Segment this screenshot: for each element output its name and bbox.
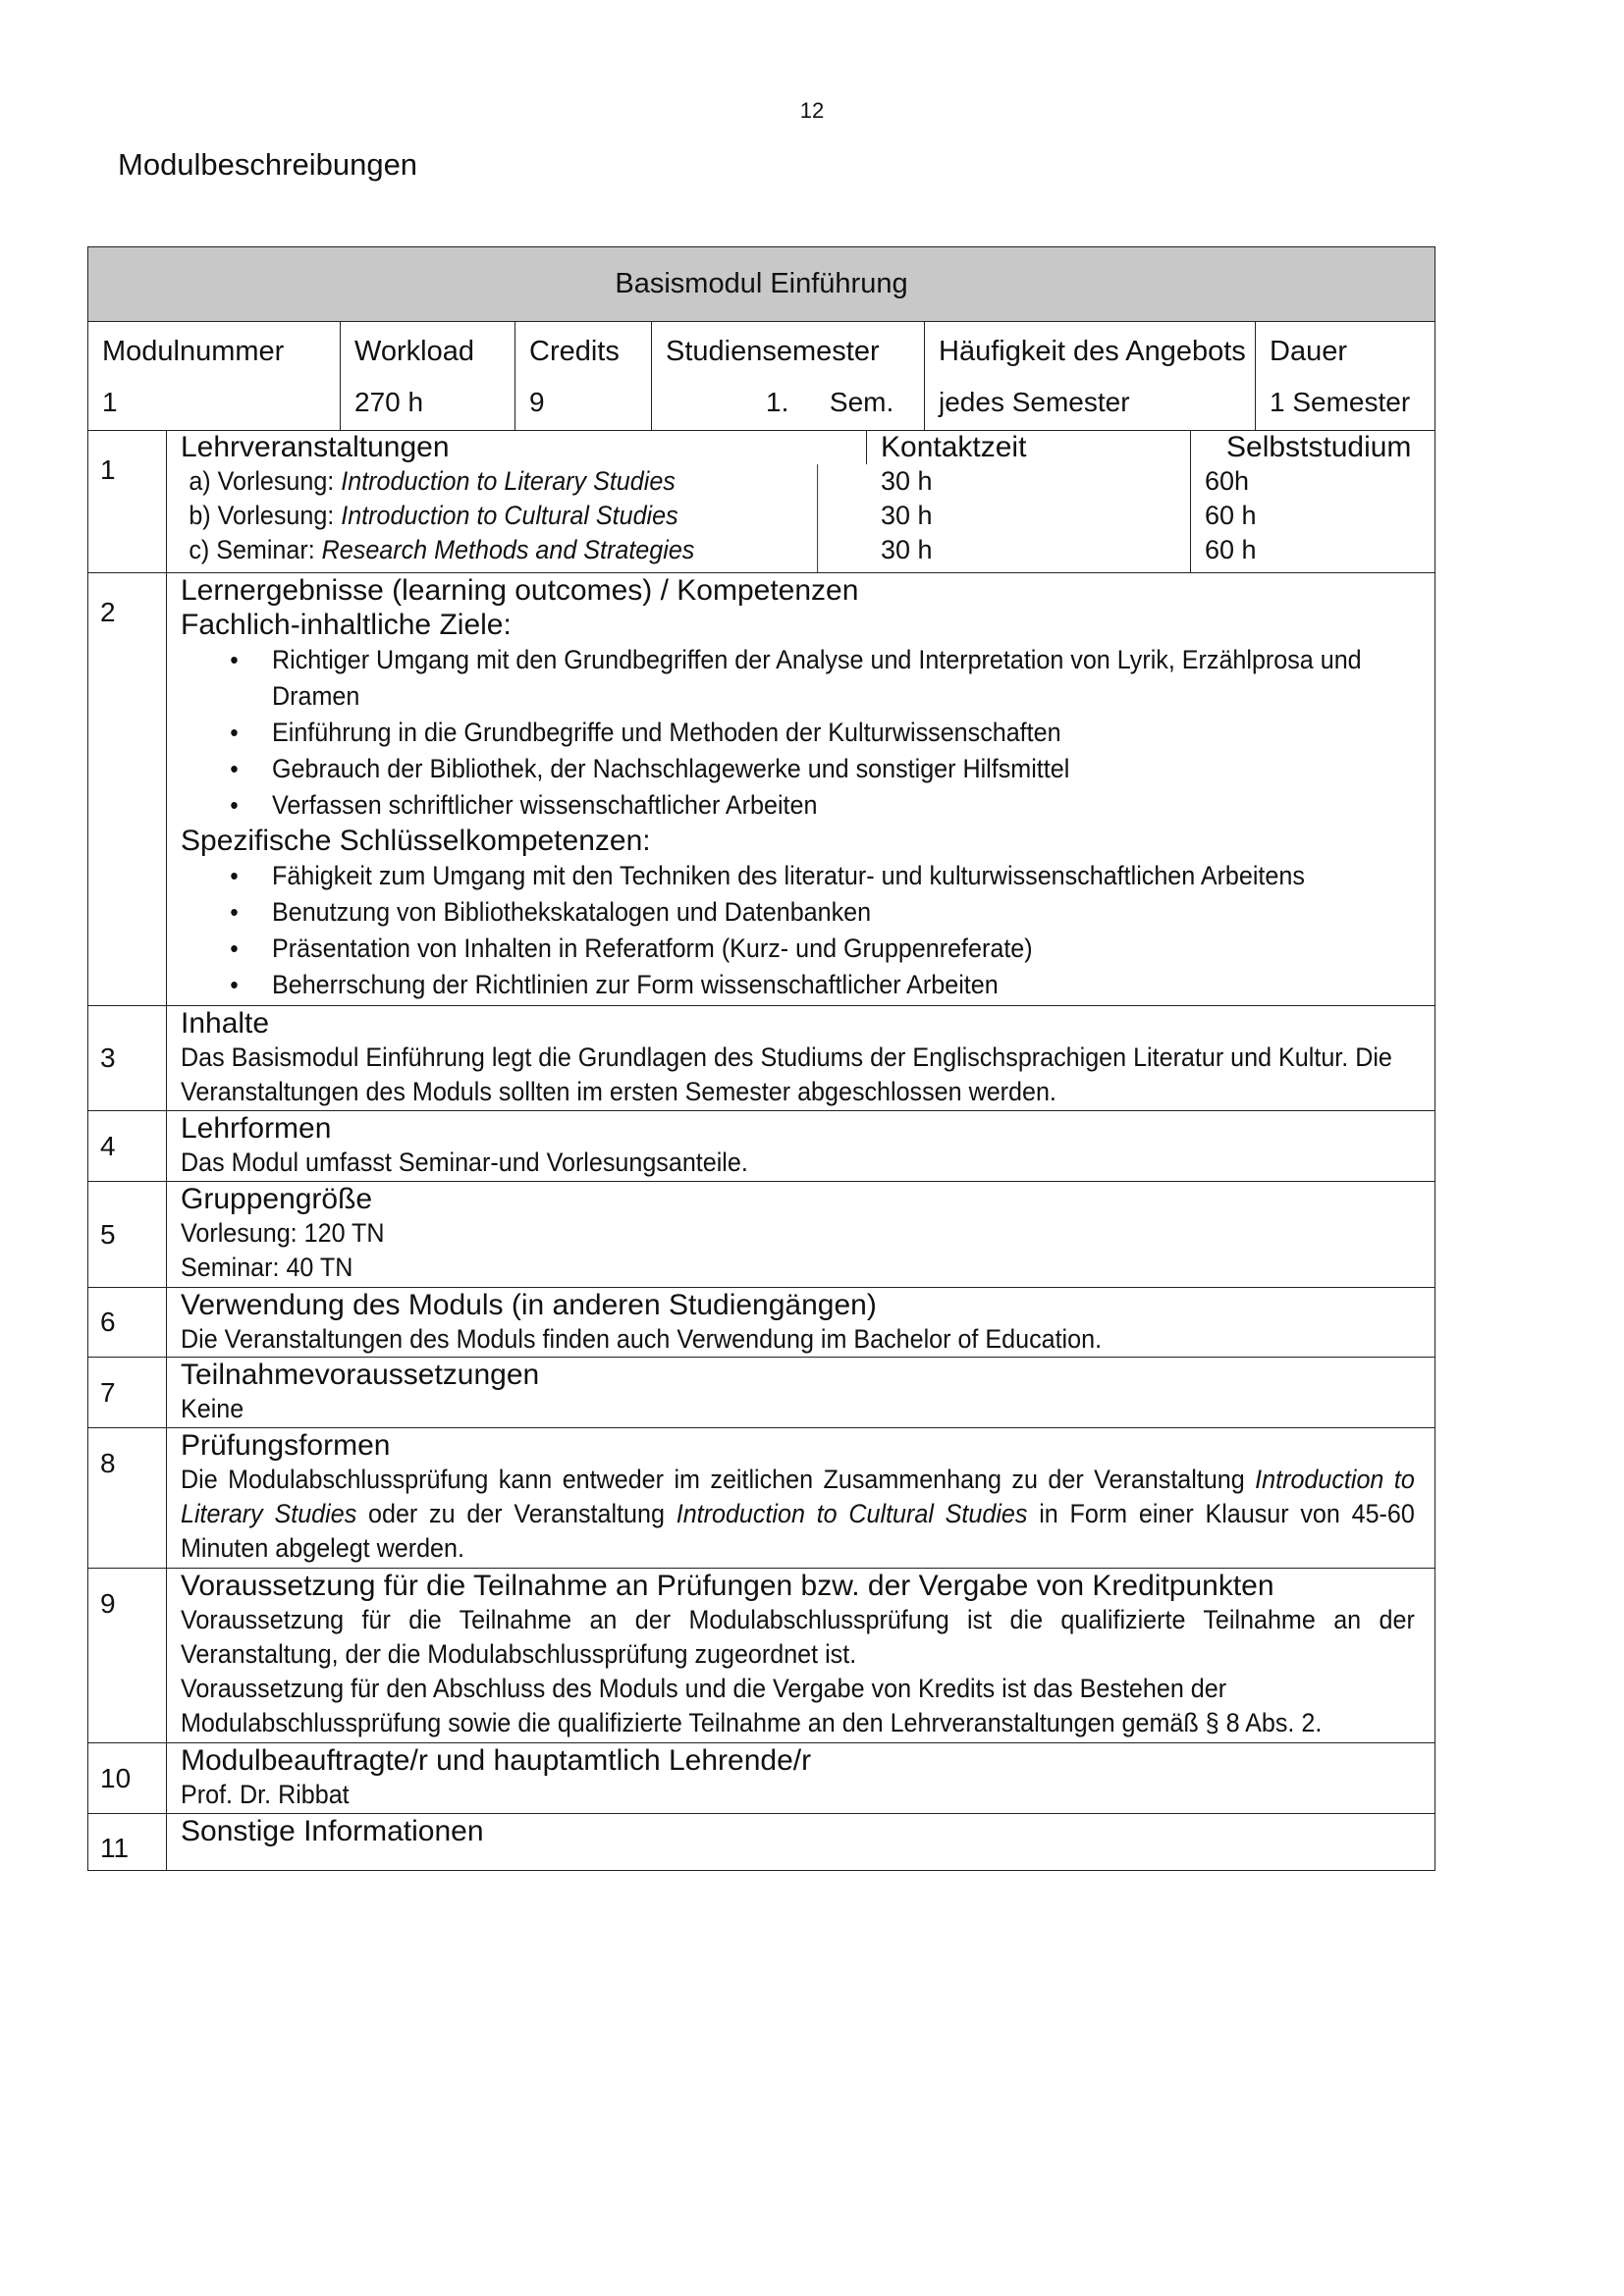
list-item: • Gebrauch der Bibliothek, der Nachschlagewerke und sonstiger Hilfsmittel — [181, 751, 1415, 787]
course-selbststudium: 60 h — [1205, 501, 1257, 530]
meta-studiensemester — [652, 322, 925, 430]
section-number: 10 — [88, 1743, 167, 1813]
course-selbststudium: 60h — [1205, 466, 1250, 496]
semester-number: 1. — [766, 387, 789, 417]
section-row-5 — [88, 1182, 1435, 1288]
module-table — [87, 246, 1435, 1871]
list-item-text-cont: Dramen — [272, 681, 360, 711]
section-heading: Modulbeauftragte/r und hauptamtlich Lehrende/r — [181, 1744, 812, 1777]
course-title: Research Methods and Strategies — [321, 535, 695, 564]
module-title: Basismodul Einführung — [88, 247, 1435, 322]
section-heading: Teilnahmevoraussetzungen — [181, 1359, 540, 1391]
section-heading: Verwendung des Moduls (in anderen Studiengängen) — [181, 1289, 877, 1321]
text-part: oder zu der Veranstaltung — [356, 1499, 677, 1528]
meta-label: Workload — [354, 336, 474, 367]
section-number: 3 — [88, 1006, 167, 1110]
section-number: 6 — [88, 1288, 167, 1357]
section-text: Voraussetzung für die Teilnahme an der Modulabschlussprüfung ist die qualifizierte Teilnahme an der Veranstaltung, der die Modulabschlussprüfung zugeordnet ist. — [181, 1605, 1415, 1669]
meta-label: Modulnummer — [102, 336, 285, 367]
section-content — [167, 1006, 1435, 1110]
list-item: • Präsentation von Inhalten in Referatform (Kurz- und Gruppenreferate) — [181, 931, 1415, 967]
list-item: • Verfassen schriftlicher wissenschaftlicher Arbeiten — [181, 787, 1415, 824]
section-text: Voraussetzung für den Abschluss des Moduls und die Vergabe von Kredits ist das Bestehen der — [181, 1674, 1227, 1703]
course-type: a) Vorlesung: — [189, 466, 342, 496]
list-item: • Benutzung von Bibliothekskatalogen und Datenbanken — [181, 894, 1415, 931]
list-item: • Fähigkeit zum Umgang mit den Techniken des literatur- und kulturwissenschaftlichen Arbeitens — [181, 858, 1415, 894]
outcomes-list-2 — [181, 858, 1415, 1003]
course-title: Introduction to Cultural Studies — [676, 1499, 1028, 1528]
course-row — [167, 499, 1435, 533]
subheading-fachlich: Fachlich-inhaltliche Ziele: — [181, 609, 512, 641]
meta-label: Häufigkeit des Angebots — [939, 336, 1246, 367]
section-content — [167, 431, 1435, 572]
meta-value — [666, 387, 924, 418]
section-heading: Prüfungsformen — [181, 1429, 391, 1462]
section-heading: Lehrformen — [181, 1112, 332, 1145]
course-name — [167, 533, 818, 572]
section-heading: Lernergebnisse (learning outcomes) / Kompetenzen — [181, 574, 859, 607]
section-text: Das Basismodul Einführung legt die Grundlagen des Studiums der Englischsprachigen Literatur und Kultur. Die — [181, 1042, 1392, 1072]
section-row-9 — [88, 1569, 1435, 1743]
course-title: Introduction to Literary Studies — [341, 466, 676, 496]
course-kontaktzeit: 30 h — [867, 499, 1191, 533]
section-row-6 — [88, 1288, 1435, 1358]
list-item: • Einführung in die Grundbegriffe und Methoden der Kulturwissenschaften — [181, 715, 1415, 751]
section-number: 7 — [88, 1358, 167, 1427]
section-text: Die Veranstaltungen des Moduls finden auch Verwendung im Bachelor of Education. — [181, 1324, 1103, 1354]
section-row-2 — [88, 573, 1435, 1006]
section-heading: Lehrveranstaltungen — [167, 431, 867, 464]
course-type: b) Vorlesung: — [189, 501, 342, 530]
meta-modulnummer — [88, 322, 341, 430]
section-row-3 — [88, 1006, 1435, 1111]
course-name — [167, 499, 818, 533]
meta-value: 270 h — [354, 387, 424, 417]
section-row-8 — [88, 1428, 1435, 1569]
section-row-7 — [88, 1358, 1435, 1428]
text-part: in Form einer Klausur von 45-60 Minuten abgelegt werden. — [181, 1499, 1415, 1563]
section-text: Modulabschlussprüfung sowie die qualifizierte Teilnahme an den Lehrveranstaltungen gemäß § 8 Abs. 2. — [181, 1708, 1323, 1737]
section-text — [181, 1463, 1415, 1566]
section-number: 1 — [88, 431, 167, 572]
section-content — [167, 1743, 1435, 1813]
meta-workload — [341, 322, 515, 430]
section-heading: Inhalte — [181, 1007, 270, 1040]
section-content — [167, 573, 1435, 1005]
course-selbststudium: 60 h — [1205, 535, 1257, 564]
section-content — [167, 1428, 1435, 1568]
section-row-1 — [88, 431, 1435, 573]
section-text: Keine — [181, 1394, 244, 1423]
section-content — [167, 1182, 1435, 1287]
list-item — [181, 642, 1415, 715]
meta-label: Credits — [529, 336, 620, 367]
meta-label: Studiensemester — [666, 336, 880, 367]
section-text: Das Modul umfasst Seminar-und Vorlesungsanteile. — [181, 1148, 748, 1177]
section-heading: Gruppengröße — [181, 1183, 373, 1215]
section-heading: Voraussetzung für die Teilnahme an Prüfungen bzw. der Vergabe von Kreditpunkten — [181, 1570, 1274, 1602]
course-header-row — [167, 431, 1435, 464]
section-row-4 — [88, 1111, 1435, 1182]
meta-value: 1 — [102, 387, 118, 417]
meta-dauer — [1256, 322, 1435, 430]
section-content — [167, 1288, 1435, 1357]
course-kontaktzeit: 30 h — [867, 464, 1191, 499]
meta-value: jedes Semester — [939, 387, 1130, 417]
section-number: 5 — [88, 1182, 167, 1287]
course-row — [167, 464, 1435, 499]
course-kontaktzeit: 30 h — [867, 533, 1191, 572]
meta-value: 1 Semester — [1270, 387, 1411, 417]
course-row — [167, 533, 1435, 572]
kontaktzeit-label: Kontaktzeit — [867, 431, 1191, 464]
list-item-text: Richtiger Umgang mit den Grundbegriffen der Analyse und Interpretation von Lyrik, Erzählprosa und — [272, 645, 1362, 674]
section-text: Prof. Dr. Ribbat — [181, 1780, 350, 1809]
meta-haeufigkeit — [925, 322, 1256, 430]
course-title: Introduction to Cultural Studies — [341, 501, 678, 530]
section-number: 9 — [88, 1569, 167, 1742]
section-row-10 — [88, 1743, 1435, 1814]
section-content — [167, 1569, 1435, 1742]
section-number: 2 — [88, 573, 167, 1005]
section-row-11 — [88, 1814, 1435, 1870]
section-number: 11 — [88, 1814, 167, 1870]
meta-value: 9 — [529, 387, 545, 417]
course-name — [167, 464, 818, 499]
course-type: c) Seminar: — [189, 535, 322, 564]
section-text: Seminar: 40 TN — [181, 1253, 353, 1282]
section-number: 8 — [88, 1428, 167, 1568]
subheading-schluessel: Spezifische Schlüsselkompetenzen: — [181, 825, 651, 857]
section-content — [167, 1111, 1435, 1181]
section-text: Vorlesung: 120 TN — [181, 1218, 385, 1248]
meta-label: Dauer — [1270, 336, 1347, 367]
outcomes-list-1 — [181, 642, 1415, 824]
course-title: Introduction to Literary Studies — [181, 1465, 1415, 1528]
semester-unit: Sem. — [829, 387, 894, 417]
page-number: 12 — [799, 98, 825, 123]
section-heading: Sonstige Informationen — [181, 1815, 484, 1847]
module-meta-row — [88, 322, 1435, 431]
meta-credits — [515, 322, 652, 430]
section-number: 4 — [88, 1111, 167, 1181]
selbststudium-label: Selbststudium — [1226, 431, 1412, 463]
section-content — [167, 1358, 1435, 1427]
section-text: Veranstaltungen des Moduls sollten im ersten Semester abgeschlossen werden. — [181, 1077, 1056, 1106]
text-part: Die Modulabschlussprüfung kann entweder im zeitlichen Zusammenhang zu der Veranstaltung — [181, 1465, 1256, 1494]
document-title: Modulbeschreibungen — [118, 147, 418, 182]
list-item: • Beherrschung der Richtlinien zur Form wissenschaftlicher Arbeiten — [181, 967, 1415, 1003]
section-content — [167, 1814, 1435, 1870]
